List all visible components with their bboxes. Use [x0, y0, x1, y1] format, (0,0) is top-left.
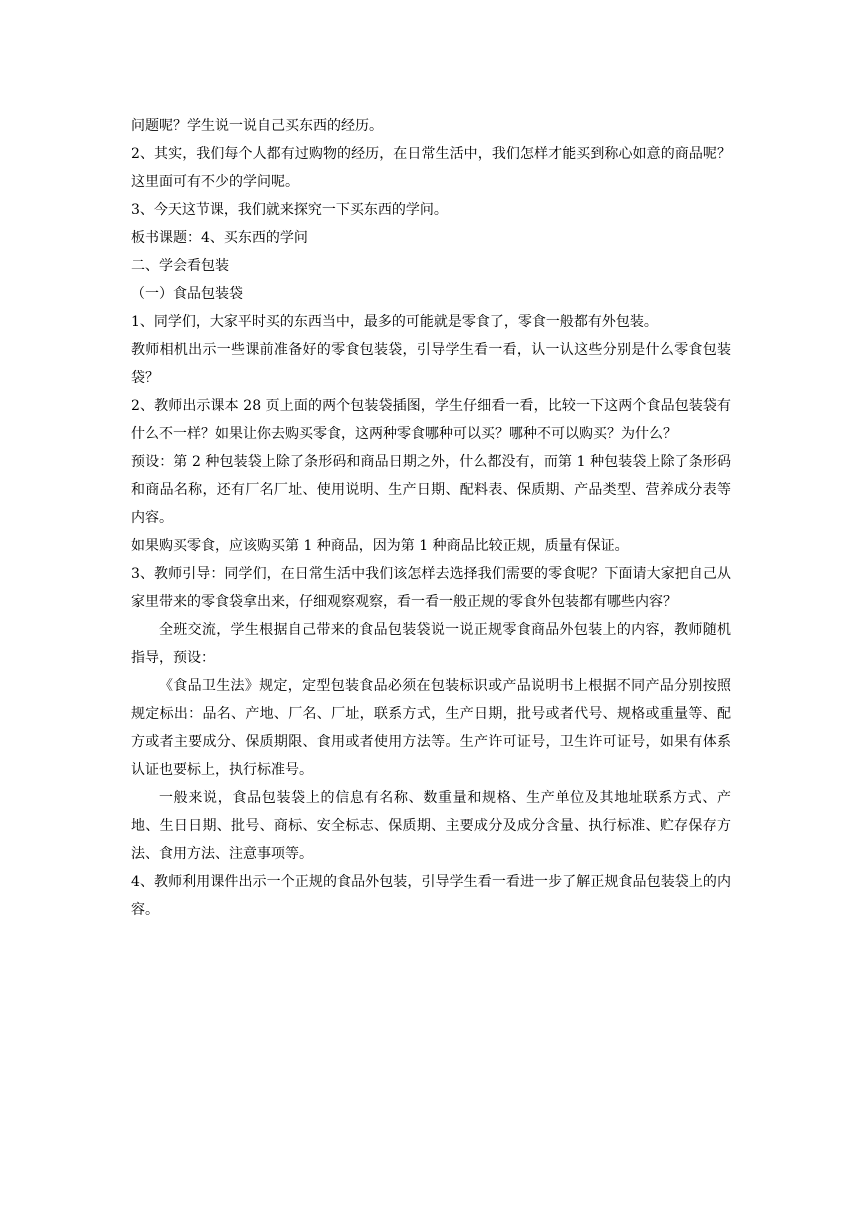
- paragraph-8: 教师相机出示一些课前准备好的零食包装袋，引导学生看一看，认一认这些分别是什么零食包装袋？: [131, 342, 731, 386]
- paragraph-2: 2、其实，我们每个人都有过购物的经历，在日常生活中，我们怎样才能买到称心如意的商品呢？这里面可有不少的学问呢。: [131, 146, 731, 190]
- paragraph-9: 2、教师出示课本 28 页上面的两个包装袋插图，学生仔细看一看，比较一下这两个食品包装袋有什么不一样？如果让你去购买零食，这两种零食哪种可以买？哪种不可以购买？为什么？: [131, 398, 731, 442]
- paragraph-11: 如果购买零食，应该购买第 1 种商品，因为第 1 种商品比较正规，质量有保证。: [131, 538, 629, 554]
- paragraph-7: 1、同学们，大家平时买的东西当中，最多的可能就是零食了，零食一般都有外包装。: [131, 314, 658, 330]
- paragraph-12: 3、教师引导：同学们，在日常生活中我们该怎样去选择我们需要的零食呢？下面请大家把自己从家里带来的零食袋拿出来，仔细观察观察，看一看一般正规的零食外包装都有哪些内容？: [131, 566, 731, 610]
- paragraph-1: 问题呢？学生说一说自己买东西的经历。: [131, 118, 383, 134]
- paragraph-14: 《食品卫生法》规定，定型包装食品必须在包装标识或产品说明书上根据不同产品分别按照规定标出：品名、产地、厂名、厂址，联系方式，生产日期，批号或者代号、规格或重量等、配方或者主要成分、保质期限、食用或者使用方法等。生产许可证号，卫生许可证号，如果有体系认证也要标上，执行标准号。: [131, 678, 731, 778]
- paragraph-4: 板书课题：4、买东西的学问: [131, 230, 308, 246]
- document-body: [131, 112, 731, 924]
- paragraph-16: 4、教师利用课件出示一个正规的食品外包装，引导学生看一看进一步了解正规食品包装袋上的内容。: [131, 874, 731, 918]
- paragraph-13: 全班交流，学生根据自己带来的食品包装袋说一说正规零食商品外包装上的内容，教师随机指导，预设：: [131, 622, 731, 666]
- subsection-heading: （一）食品包装袋: [131, 286, 243, 302]
- paragraph-3: 3、今天这节课，我们就来探究一下买东西的学问。: [131, 202, 448, 218]
- paragraph-10: 预设：第 2 种包装袋上除了条形码和商品日期之外，什么都没有，而第 1 种包装袋上除了条形码和商品名称，还有厂名厂址、使用说明、生产日期、配料表、保质期、产品类型、营养成分表等内容。: [131, 454, 731, 526]
- section-heading: 二、学会看包装: [131, 258, 229, 274]
- paragraph-15: 一般来说，食品包装袋上的信息有名称、数重量和规格、生产单位及其地址联系方式、产地、生日日期、批号、商标、安全标志、保质期、主要成分及成分含量、执行标准、贮存保存方法、食用方法、注意事项等。: [131, 790, 731, 862]
